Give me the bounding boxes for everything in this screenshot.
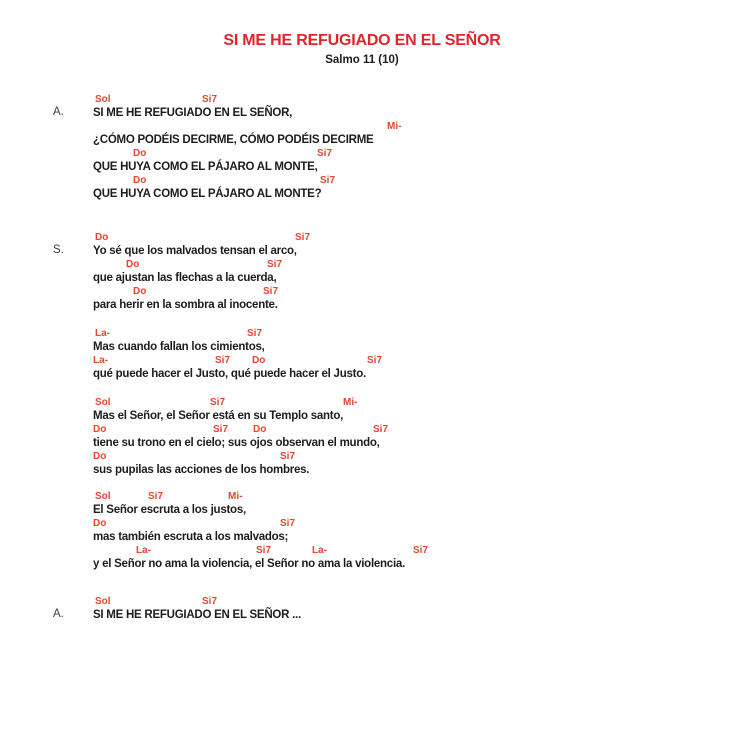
chord-line <box>93 147 746 160</box>
chord-sol: Sol <box>95 94 111 105</box>
song-line <box>93 490 746 517</box>
chord-la: La- <box>93 355 108 366</box>
chord-do: Do <box>95 232 109 243</box>
chord-line <box>93 450 746 463</box>
lyric-line: qué puede hacer el Justo, qué puede hacer el Justo. <box>93 368 366 380</box>
stanza <box>53 231 746 312</box>
lyric-line: SI ME HE REFUGIADO EN EL SEÑOR, <box>93 107 293 119</box>
song-line <box>93 517 746 544</box>
chord-sol: Sol <box>95 596 111 607</box>
chord-si7: Si7 <box>295 232 311 243</box>
lyric-line: que ajustan las flechas a la cuerda, <box>93 272 277 284</box>
lyric-line: tiene su trono en el cielo; sus ojos observan el mundo, <box>93 437 380 449</box>
chord-do: Do <box>93 518 107 529</box>
chord-la: La- <box>95 328 110 339</box>
song-line <box>93 423 746 450</box>
song-body <box>0 93 746 622</box>
chord-line <box>93 174 746 187</box>
stanza-label: A. <box>53 608 64 620</box>
lyric-line: y el Señor no ama la violencia, el Señor no ama la violencia. <box>93 558 405 570</box>
chord-la: La- <box>136 545 151 556</box>
stanza <box>53 93 746 201</box>
chord-si7: Si7 <box>267 259 283 270</box>
chord-si7: Si7 <box>213 424 229 435</box>
song-line <box>93 147 746 174</box>
chord-line <box>93 490 746 503</box>
song-line <box>93 258 746 285</box>
song-line <box>93 93 746 120</box>
chord-line <box>93 396 746 409</box>
song-line <box>93 544 746 571</box>
chord-line <box>93 120 746 133</box>
stanza <box>53 595 746 622</box>
lyric-line: Mas cuando fallan los cimientos, <box>93 341 265 353</box>
chord-si7: Si7 <box>367 355 383 366</box>
stanza <box>93 490 746 571</box>
chord-si7: Si7 <box>317 148 333 159</box>
stanza <box>93 396 746 477</box>
chord-la: La- <box>312 545 327 556</box>
chord-si7: Si7 <box>148 491 164 502</box>
chord-si7: Si7 <box>247 328 263 339</box>
stanza-label: S. <box>53 244 64 256</box>
chord-line <box>93 285 746 298</box>
song-line <box>93 285 746 312</box>
chord-do: Do <box>133 175 147 186</box>
chord-si7: Si7 <box>320 175 336 186</box>
chord-do: Do <box>93 424 107 435</box>
chord-sol: Sol <box>95 397 111 408</box>
chord-line <box>93 595 746 608</box>
chord-line <box>93 258 746 271</box>
lyric-line: ¿CÓMO PODÉIS DECIRME, CÓMO PODÉIS DECIRME <box>93 134 374 146</box>
song-line <box>93 174 746 201</box>
chord-si7: Si7 <box>413 545 429 556</box>
chord-sol: Sol <box>95 491 111 502</box>
lyric-line: QUE HUYA COMO EL PÁJARO AL MONTE? <box>93 188 322 200</box>
chord-si7: Si7 <box>202 94 218 105</box>
chord-do: Do <box>93 451 107 462</box>
chord-line <box>93 93 746 106</box>
lyric-line: sus pupilas las acciones de los hombres. <box>93 464 310 476</box>
lyric-line: SI ME HE REFUGIADO EN EL SEÑOR ... <box>93 609 301 621</box>
chord-si7: Si7 <box>256 545 272 556</box>
song-line <box>93 595 746 622</box>
song-title: SI ME HE REFUGIADO EN EL SEÑOR <box>223 32 501 49</box>
lyric-line: Yo sé que los malvados tensan el arco, <box>93 245 297 257</box>
lyric-line: QUE HUYA COMO EL PÁJARO AL MONTE, <box>93 161 318 173</box>
chord-si7: Si7 <box>280 451 296 462</box>
chord-si7: Si7 <box>373 424 389 435</box>
chord-mi: Mi- <box>387 121 402 132</box>
lyric-line: mas también escruta a los malvados; <box>93 531 289 543</box>
chord-si7: Si7 <box>215 355 231 366</box>
chord-si7: Si7 <box>280 518 296 529</box>
stanza <box>93 327 746 381</box>
stanza-label: A. <box>53 106 64 118</box>
chord-do: Do <box>126 259 140 270</box>
chord-line <box>93 544 746 557</box>
song-subtitle: Salmo 11 (10) <box>325 54 399 66</box>
chord-do: Do <box>252 355 266 366</box>
chord-si7: Si7 <box>202 596 218 607</box>
chord-line <box>93 423 746 436</box>
song-line <box>93 327 746 354</box>
song-line <box>93 396 746 423</box>
lyric-line: Mas el Señor, el Señor está en su Templo santo, <box>93 410 344 422</box>
chord-do: Do <box>133 286 147 297</box>
header <box>0 0 746 66</box>
chord-line <box>93 327 746 340</box>
lyric-line: El Señor escruta a los justos, <box>93 504 246 516</box>
chord-mi: Mi- <box>343 397 358 408</box>
chord-line <box>93 231 746 244</box>
song-line <box>93 354 746 381</box>
song-line <box>93 120 746 147</box>
song-line <box>93 231 746 258</box>
song-line <box>93 450 746 477</box>
chord-line <box>93 517 746 530</box>
chord-si7: Si7 <box>263 286 279 297</box>
chord-do: Do <box>133 148 147 159</box>
chord-si7: Si7 <box>210 397 226 408</box>
chord-mi: Mi- <box>228 491 243 502</box>
lyric-line: para herir en la sombra al inocente. <box>93 299 278 311</box>
chord-do: Do <box>253 424 267 435</box>
chord-line <box>93 354 746 367</box>
